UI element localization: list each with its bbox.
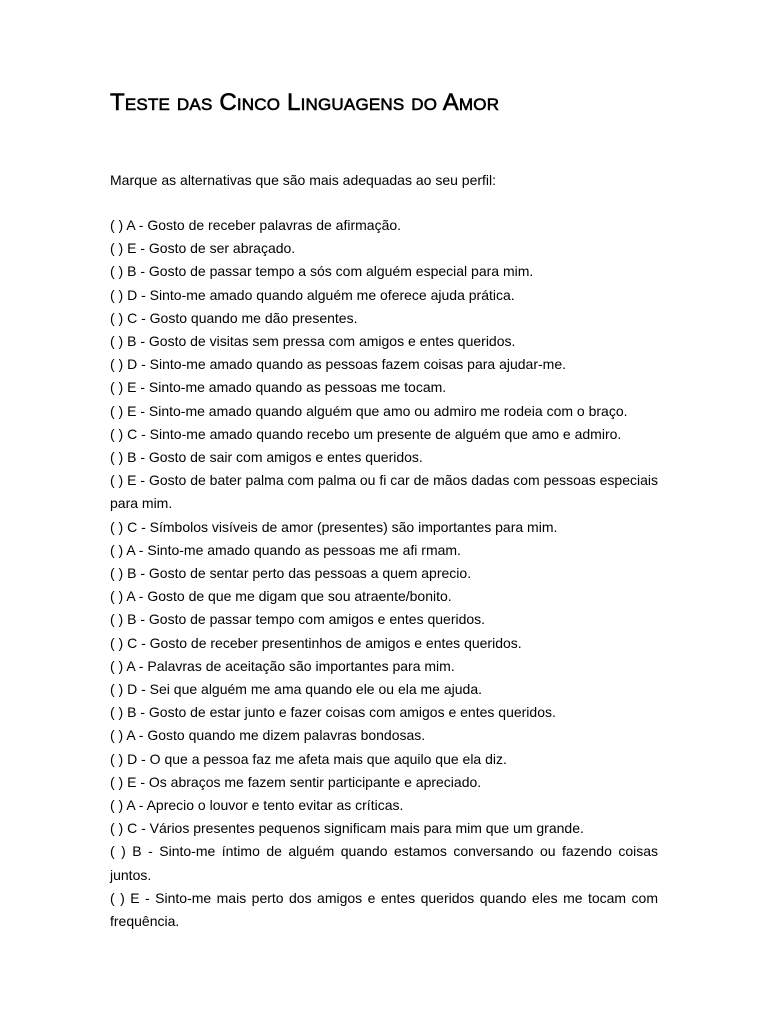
option-text: D - O que a pessoa faz me afeta mais que aquilo que ela diz.	[127, 750, 507, 767]
option-text: A - Palavras de aceitação são importantes para mim.	[126, 657, 455, 674]
page-title: Teste das Cinco Linguagens do Amor	[110, 89, 500, 116]
option-checkbox[interactable]: ( )	[110, 309, 124, 326]
option-checkbox[interactable]: ( )	[110, 356, 124, 373]
option-text: D - Sei que alguém me ama quando ele ou ela me ajuda.	[127, 681, 482, 698]
option-text: C - Símbolos visíveis de amor (presentes) são importantes para mim.	[127, 518, 558, 535]
option-item	[110, 748, 658, 771]
option-text: B - Gosto de visitas sem pressa com amigos e entes queridos.	[127, 333, 516, 350]
option-text: C - Vários presentes pequenos significam mais para mim que um grande.	[127, 820, 584, 837]
option-checkbox[interactable]: ( )	[110, 588, 124, 605]
option-item	[110, 794, 658, 817]
option-item	[110, 678, 658, 701]
option-text: B - Gosto de sentar perto das pessoas a quem aprecio.	[127, 565, 472, 582]
option-item	[110, 469, 658, 515]
option-checkbox[interactable]: ( )	[110, 704, 124, 721]
option-text: A - Sinto-me amado quando as pessoas me afi rmam.	[126, 541, 461, 558]
option-checkbox[interactable]: ( )	[110, 565, 124, 582]
option-text: B - Gosto de sair com amigos e entes queridos.	[127, 449, 423, 466]
instructions-text: Marque as alternativas que são mais adequadas ao seu perfil:	[110, 172, 497, 188]
option-checkbox[interactable]: ( )	[110, 797, 124, 814]
option-text: A - Gosto de que me digam que sou atraente/bonito.	[126, 588, 452, 605]
option-item	[110, 701, 658, 724]
option-checkbox[interactable]: ( )	[110, 449, 124, 466]
option-checkbox[interactable]: ( )	[110, 750, 124, 767]
option-checkbox[interactable]: ( )	[110, 843, 126, 860]
option-text: A - Gosto de receber palavras de afirmação.	[126, 217, 402, 233]
option-item	[110, 817, 658, 840]
option-text: E - Gosto de bater palma com palma ou fi car de mãos dadas com pessoas especiais para mim.	[110, 472, 659, 512]
option-item	[110, 284, 658, 307]
option-item	[110, 539, 658, 562]
option-checkbox[interactable]: ( )	[110, 217, 124, 233]
option-text: A - Gosto quando me dizem palavras bondosas.	[126, 727, 426, 744]
option-text: E - Sinto-me amado quando alguém que amo ou admiro me rodeia com o braço.	[127, 402, 628, 419]
option-text: C - Sinto-me amado quando recebo um presente de alguém que amo e admiro.	[127, 425, 622, 442]
option-item	[110, 608, 658, 631]
option-checkbox[interactable]: ( )	[110, 611, 124, 628]
option-checkbox[interactable]: ( )	[110, 425, 124, 442]
option-text: B - Gosto de passar tempo a sós com alguém especial para mim.	[127, 263, 534, 280]
option-item	[110, 585, 658, 608]
option-checkbox[interactable]: ( )	[110, 472, 124, 489]
option-checkbox[interactable]: ( )	[110, 263, 124, 280]
option-item	[110, 423, 658, 446]
option-checkbox[interactable]: ( )	[110, 333, 124, 350]
option-checkbox[interactable]: ( )	[110, 541, 124, 558]
option-checkbox[interactable]: ( )	[110, 634, 124, 651]
option-checkbox[interactable]: ( )	[110, 240, 124, 257]
option-checkbox[interactable]: ( )	[110, 518, 124, 535]
option-text: A - Aprecio o louvor e tento evitar as críticas.	[126, 797, 404, 814]
option-item	[110, 330, 658, 353]
option-item	[110, 724, 658, 747]
option-item	[110, 771, 658, 794]
option-text: C - Gosto quando me dão presentes.	[127, 309, 358, 326]
option-checkbox[interactable]: ( )	[110, 402, 124, 419]
option-checkbox[interactable]: ( )	[110, 681, 124, 698]
option-item	[110, 840, 658, 886]
option-text: C - Gosto de receber presentinhos de amigos e entes queridos.	[127, 634, 522, 651]
option-checkbox[interactable]: ( )	[110, 657, 124, 674]
option-item	[110, 516, 658, 539]
option-item	[110, 307, 658, 330]
option-text: D - Sinto-me amado quando alguém me oferece ajuda prática.	[127, 286, 515, 303]
option-item	[110, 353, 658, 376]
option-text: B - Gosto de passar tempo com amigos e entes queridos.	[127, 611, 486, 628]
option-text: E - Gosto de ser abraçado.	[127, 240, 296, 257]
option-checkbox[interactable]: ( )	[110, 286, 124, 303]
option-item	[110, 446, 658, 469]
option-item	[110, 400, 658, 423]
options-list	[110, 214, 658, 933]
option-item	[110, 237, 658, 260]
option-item	[110, 632, 658, 655]
option-checkbox[interactable]: ( )	[110, 820, 124, 837]
option-text: E - Sinto-me amado quando as pessoas me tocam.	[127, 379, 447, 396]
option-item	[110, 214, 658, 237]
option-checkbox[interactable]: ( )	[110, 889, 125, 906]
option-checkbox[interactable]: ( )	[110, 727, 124, 744]
option-item	[110, 655, 658, 678]
option-item	[110, 260, 658, 283]
option-text: D - Sinto-me amado quando as pessoas fazem coisas para ajudar-me.	[127, 356, 566, 373]
option-checkbox[interactable]: ( )	[110, 773, 124, 790]
option-item	[110, 562, 658, 585]
option-text: E - Sinto-me mais perto dos amigos e entes queridos quando eles me tocam com frequência.	[110, 889, 658, 930]
option-checkbox[interactable]: ( )	[110, 379, 124, 396]
option-text: E - Os abraços me fazem sentir participante e apreciado.	[127, 773, 482, 790]
option-item	[110, 376, 658, 399]
option-text: B - Sinto-me íntimo de alguém quando estamos conversando ou fazendo coisas juntos.	[110, 843, 659, 883]
option-item	[110, 887, 658, 933]
option-text: B - Gosto de estar junto e fazer coisas com amigos e entes queridos.	[127, 704, 556, 721]
